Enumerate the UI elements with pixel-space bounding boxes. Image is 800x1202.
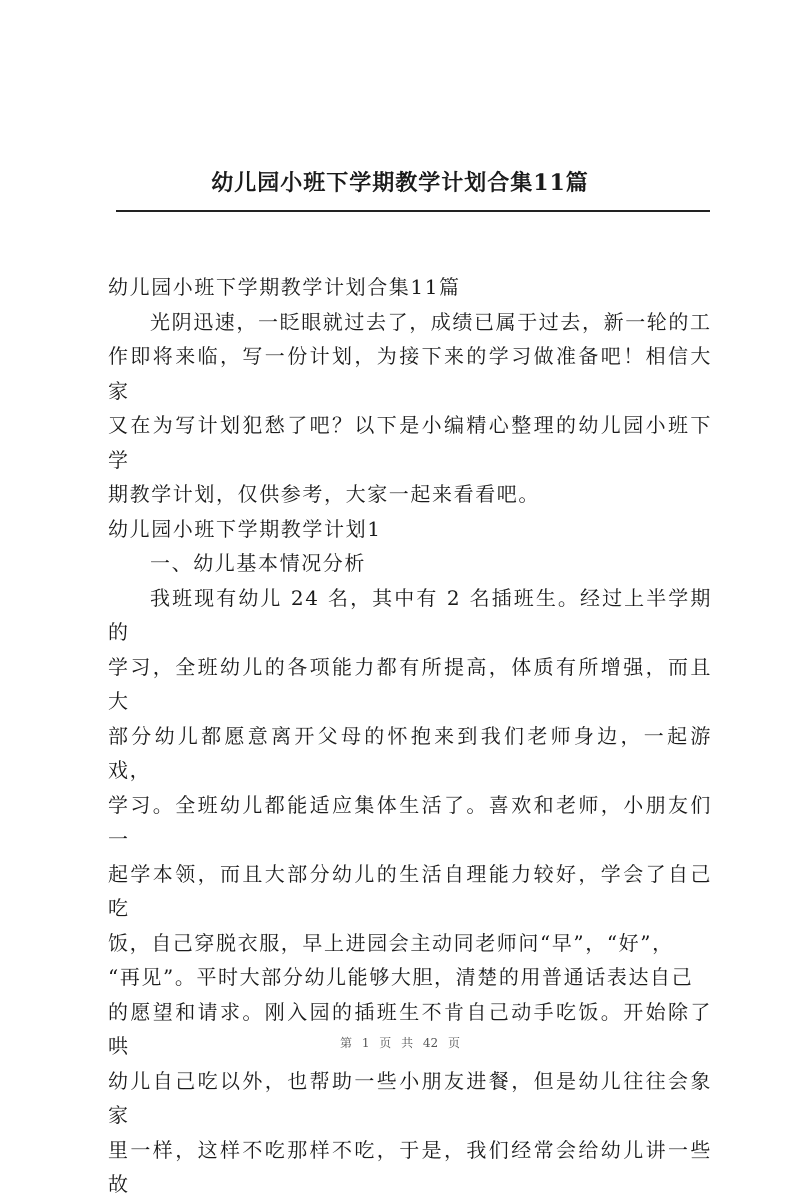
- document-body: [108, 270, 712, 1202]
- document-title: 幼儿园小班下学期教学计划合集11篇: [108, 275, 461, 299]
- subsection-title: 一、幼儿基本情况分析: [150, 551, 366, 575]
- intro-paragraph: 光阴迅速，一眨眼就过去了，成绩已属于过去，新一轮的工 作即将来临，写一份计划，为接下来的学习做准备吧！相信大家 又在为写计划犯愁了吧？以下是小编精心整理的幼儿园小班下学 期教学计划，仅供参考，大家一起来看看吧。: [108, 309, 712, 506]
- section-title: 幼儿园小班下学期教学计划1: [108, 516, 382, 541]
- header-divider: [116, 210, 710, 212]
- body-paragraph: 我班现有幼儿 24 名，其中有 2 名插班生。经过上半学期的 学习，全班幼儿的各项能力都有所提高，体质有所增强，而且大 部分幼儿都愿意离开父母的怀抱来到我们老师身边，一起游戏， 学习。全班幼儿都能适应集体生活了。喜欢和老师，小朋友们一 起学本领，而且大部分幼儿的生活自理能力较好，学会了自己吃 饭，自己穿脱衣服，早上进园会主动同老师问“早”，“好”， “再见”。平时大部分幼儿能够大胆，清楚的用普通话表达自己 的愿望和请求。刚入园的插班生不肯自己动手吃饭。开始除了哄 幼儿自己吃以外，也帮助一些小朋友进餐，但是幼儿往往会象家 里一样，这样不吃那样不吃，于是，我们经常会给幼儿讲一些故: [108, 585, 712, 1196]
- page-footer: 第 1 页 共 42 页: [340, 1036, 460, 1050]
- page-header-title: 幼儿园小班下学期教学计划合集11篇: [211, 170, 589, 196]
